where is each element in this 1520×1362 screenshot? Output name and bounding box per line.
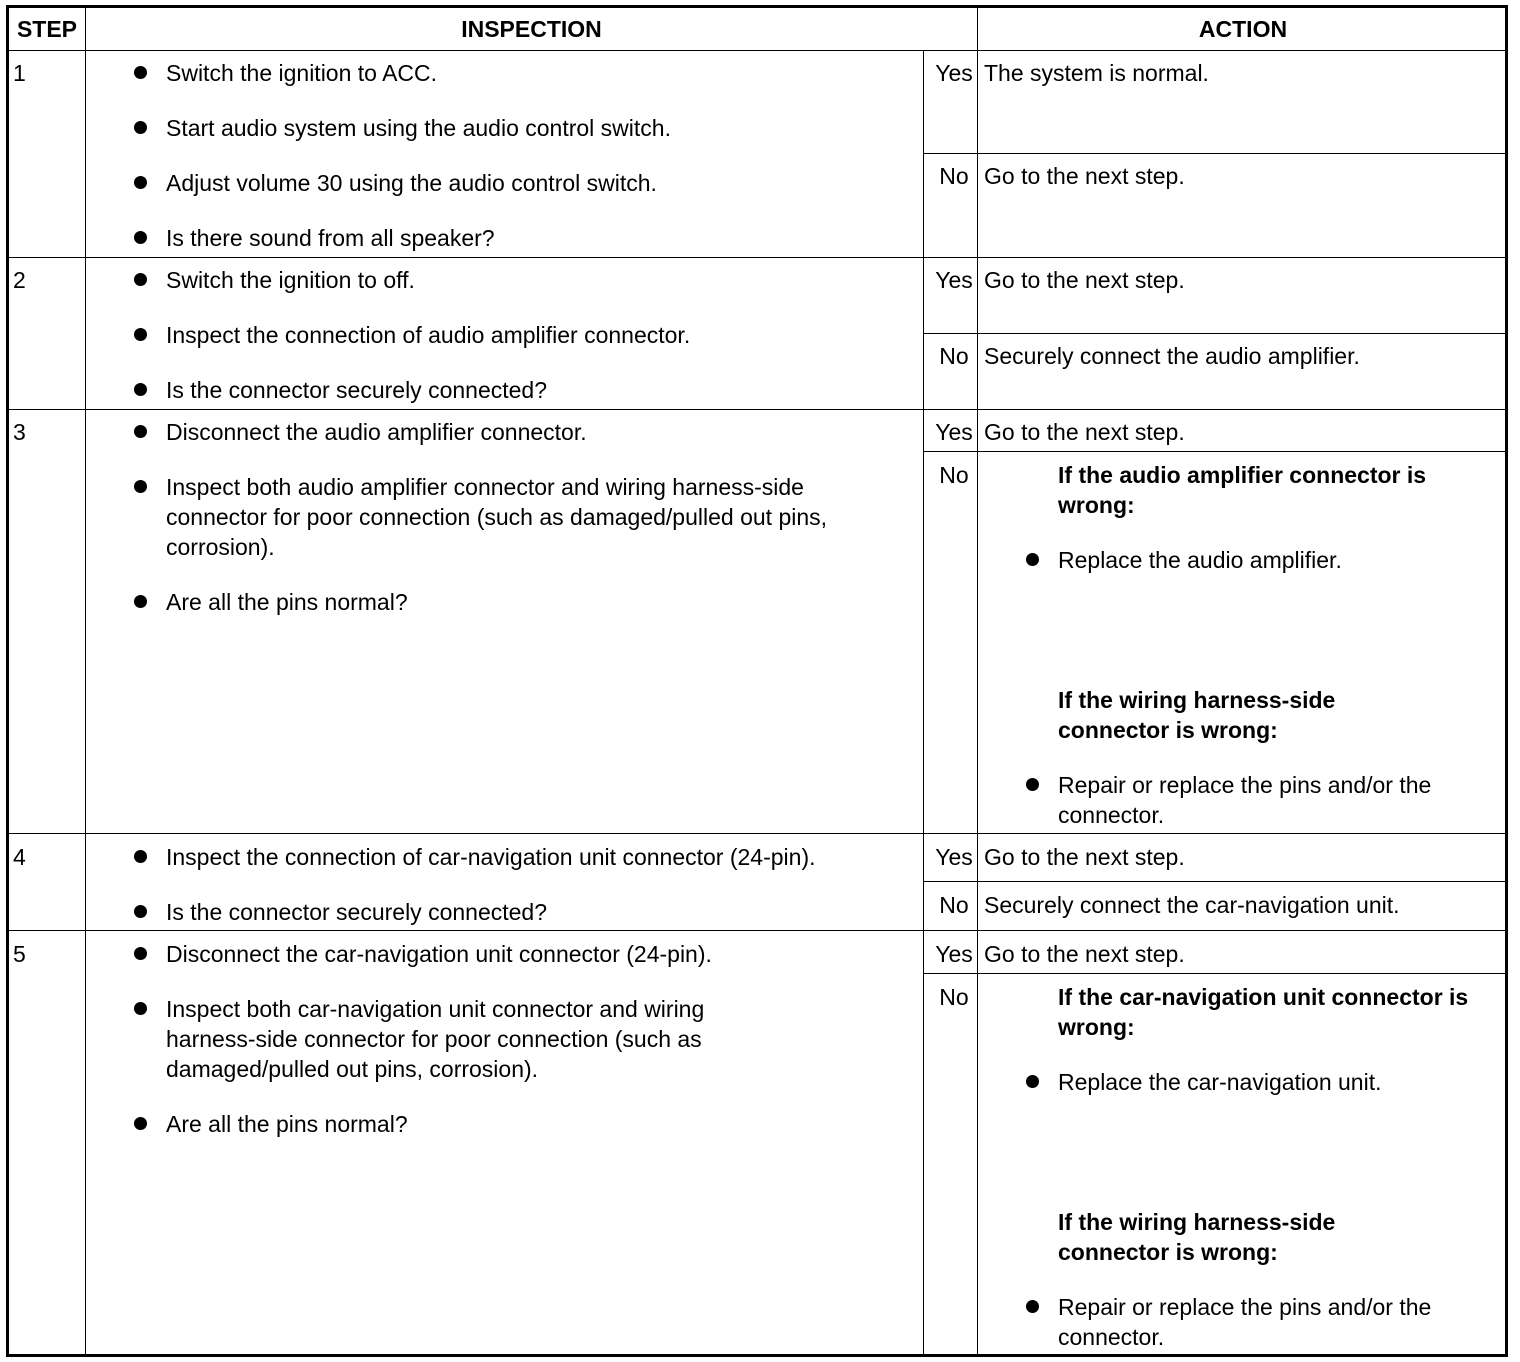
bullet-icon [134, 66, 147, 79]
grid-line [9, 930, 1508, 931]
condition-heading: If the wiring harness-side connector is wrong: [1058, 1209, 1336, 1265]
condition-heading: If the audio amplifier connector is wrong: [1058, 462, 1427, 518]
bullet-icon [134, 480, 147, 493]
grid-line [923, 50, 924, 1354]
yes-action: Go to the next step. [984, 941, 1185, 967]
yes-label: Yes [935, 267, 973, 293]
grid-line [9, 50, 1508, 51]
step-number: 3 [13, 419, 26, 445]
no-label: No [939, 163, 969, 189]
step-number: 2 [13, 267, 26, 293]
bullet-icon [134, 425, 147, 438]
step-number: 5 [13, 941, 26, 967]
grid-line [9, 833, 1508, 834]
header-step: STEP [16, 16, 78, 42]
condition-heading: If the wiring harness-side connector is wrong: [1058, 687, 1336, 743]
yes-label: Yes [935, 941, 973, 967]
diagnostic-table: STEP INSPECTION ACTION 1 Switch the ignition to ACC. Start audio system using the audio control switch. Adjust volume 30 using the audio control switch. Is there sound from all speaker? Yes The system is normal. No Go to the next step. 2 Switch the ignition to off. Inspect the connection of audio amplifier connector. Is the connector securely connected? Yes Go to the next step. No Securely connect the audio amplifier. 3 Disconnect the audio amplifier connector. Inspect both audio amplifier connector and wiring harness-side connector for poor connection (such as damaged/pulled out pins, corrosion). Are all the pins normal? Yes Go to the next step. No If the audio amplifier connector is wrong: Replace the audio amplifier. If the wiring harness-side connector is wrong: Repair or replace the pins and/or the connector. 4 Inspect the connection of car-navigation unit connector (24-pin). Is the connector securely connected? Yes Go to the next step. No Securely connect the car-navigation unit. 5 Disconnect the car-navigation unit connector (24-pin). Inspect both car-navigation unit connector and wiring harness-side connector for poor connection (such as damaged/pulled out pins, corrosion). Are all the pins normal? Yes Go to the next step. No If the car-navigation unit connector is wrong: Replace the car-navigation unit. If the wiring harness-side connector is wrong: Repair or replace the pins and/or the connector. [6, 5, 1508, 1357]
bullet-icon [1026, 553, 1039, 566]
no-label: No [939, 462, 969, 488]
bullet-icon [1026, 778, 1039, 791]
bullet-icon [134, 947, 147, 960]
no-action: Securely connect the car-navigation unit. [984, 892, 1400, 918]
grid-line [85, 8, 86, 1354]
grid-line [923, 881, 1508, 882]
bullet-icon [134, 121, 147, 134]
yes-label: Yes [935, 60, 973, 86]
bullet-icon [134, 595, 147, 608]
bullet-icon [134, 328, 147, 341]
bullet-icon [134, 176, 147, 189]
grid-line [9, 257, 1508, 258]
step-number: 4 [13, 844, 26, 870]
bullet-icon [134, 231, 147, 244]
yes-action: Go to the next step. [984, 267, 1185, 293]
no-label: No [939, 343, 969, 369]
header-inspection: INSPECTION [461, 16, 602, 42]
grid-line [923, 333, 1508, 334]
bullet-icon [134, 1002, 147, 1015]
no-action: Securely connect the audio amplifier. [984, 343, 1360, 369]
no-label: No [939, 892, 969, 918]
no-action: Go to the next step. [984, 163, 1185, 189]
bullet-icon [134, 383, 147, 396]
yes-label: Yes [935, 844, 973, 870]
grid-line [923, 451, 1508, 452]
bullet-icon [134, 273, 147, 286]
yes-action: Go to the next step. [984, 419, 1185, 445]
bullet-icon [134, 850, 147, 863]
no-label: No [939, 984, 969, 1010]
yes-action: Go to the next step. [984, 844, 1185, 870]
bullet-icon [134, 1117, 147, 1130]
condition-heading: If the car-navigation unit connector is wrong: [1058, 984, 1469, 1040]
bullet-icon [1026, 1075, 1039, 1088]
grid-line [9, 409, 1508, 410]
grid-line [977, 8, 978, 1354]
header-action: ACTION [1198, 16, 1288, 42]
yes-action: The system is normal. [984, 60, 1209, 86]
yes-label: Yes [935, 419, 973, 445]
bullet-icon [134, 905, 147, 918]
bullet-icon [1026, 1300, 1039, 1313]
grid-line [923, 973, 1508, 974]
grid-line [923, 153, 1508, 154]
step-number: 1 [13, 60, 26, 86]
